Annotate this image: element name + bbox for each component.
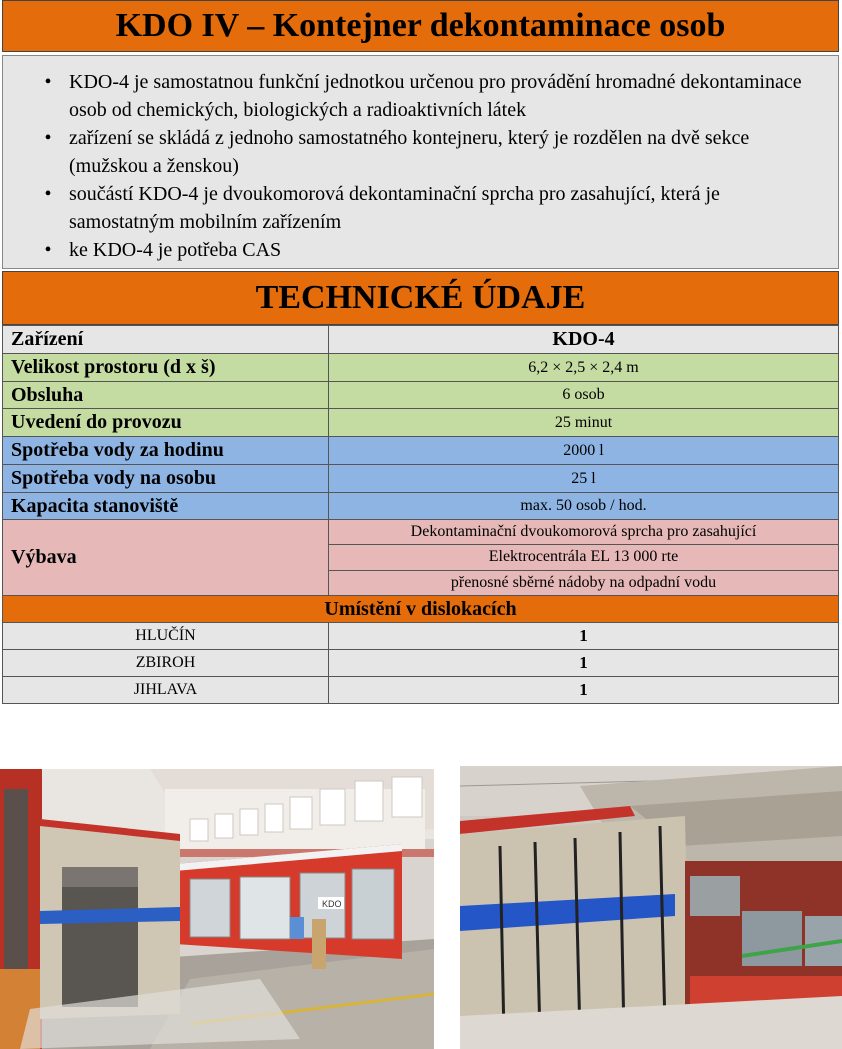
photo-tent-closeup <box>460 766 842 1049</box>
table-row <box>2 437 839 465</box>
table-row <box>2 493 839 520</box>
row-value: max. 50 osob / hod. <box>520 497 647 514</box>
info-list <box>44 68 826 264</box>
row-label: Spotřeba vody za hodinu <box>3 437 329 464</box>
row-label: Kapacita stanoviště <box>3 493 329 519</box>
bullet-icon: • <box>44 239 52 261</box>
header-label: Zařízení <box>3 326 329 353</box>
bullet-text: součástí KDO-4 je dvoukomorová dekontaminační sprcha pro zasahující, která je samostatným mobilním zařízením <box>69 183 720 233</box>
container-label-text: KDO <box>322 899 342 909</box>
row-value: 25 l <box>571 469 596 487</box>
list-item <box>44 236 826 264</box>
row-label: Velikost prostoru (d x š) <box>3 354 329 381</box>
table-row-vybava <box>2 520 839 596</box>
vybava-item: Elektrocentrála EL 13 000 rte <box>329 545 838 570</box>
photo-container-hall <box>0 769 434 1049</box>
row-label: Uvedení do provozu <box>3 409 329 436</box>
row-value: 2000 l <box>563 441 604 459</box>
bullet-icon: • <box>44 127 52 149</box>
location-count: 1 <box>579 626 588 645</box>
row-value: 25 minut <box>554 413 613 431</box>
location-row <box>2 677 839 704</box>
table-row <box>2 354 839 382</box>
bullet-text: ke KDO-4 je potřeba CAS <box>69 239 282 261</box>
list-item <box>44 180 826 236</box>
section-title-locations: Umístění v dislokacích <box>2 596 839 623</box>
table-header-row <box>2 325 839 354</box>
list-item <box>44 68 826 124</box>
location-count: 1 <box>579 680 588 699</box>
bullet-text: zařízení se skládá z jednoho samostatného kontejneru, který je rozdělen na dvě sekce (mužskou a ženskou) <box>69 127 750 177</box>
info-box <box>2 55 839 269</box>
section-title-tech: TECHNICKÉ ÚDAJE <box>2 271 839 325</box>
header-value: KDO-4 <box>552 328 615 350</box>
row-value: 6 osob <box>562 386 605 403</box>
table-row <box>2 409 839 437</box>
vybava-items <box>329 520 838 595</box>
bullet-text: KDO-4 je samostatnou funkční jednotkou určenou pro provádění hromadné dekontaminace osob od chemických, biologických a radioaktivních látek <box>69 71 802 121</box>
location-name: ZBIROH <box>3 650 329 676</box>
page-title: KDO IV – Kontejner dekontaminace osob <box>2 0 839 52</box>
location-row <box>2 623 839 650</box>
list-item <box>44 124 826 180</box>
location-count: 1 <box>579 653 588 672</box>
vybava-label: Výbava <box>3 520 329 595</box>
location-row <box>2 650 839 677</box>
table-row <box>2 465 839 493</box>
row-label: Obsluha <box>3 382 329 408</box>
vybava-item: přenosné sběrné nádoby na odpadní vodu <box>450 573 717 591</box>
bullet-icon: • <box>44 71 52 93</box>
location-name: JIHLAVA <box>3 677 329 703</box>
location-name: HLUČÍN <box>3 623 329 649</box>
row-label: Spotřeba vody na osobu <box>3 465 329 492</box>
bullet-icon: • <box>44 183 52 205</box>
row-value: 6,2 × 2,5 × 2,4 m <box>528 358 639 376</box>
vybava-item: Dekontaminační dvoukomorová sprcha pro zasahující <box>329 520 838 545</box>
table-row <box>2 382 839 409</box>
